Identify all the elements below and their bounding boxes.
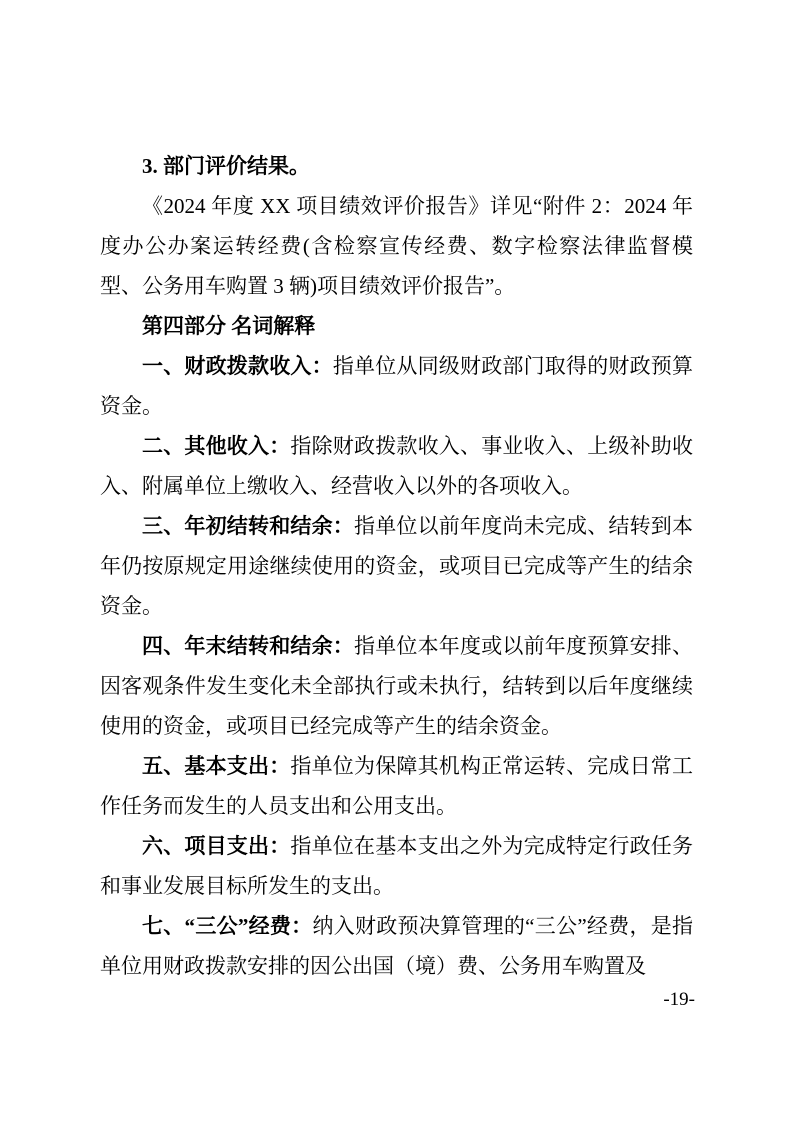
term-paragraph [100,506,693,626]
term-paragraph [100,746,693,826]
term-lead: 二、其他收入： [142,434,291,458]
term-text: 指除财政拨款收入、事业收入、上级补助收入、附属单位上缴收入、经营收入以外的各项收入。 [100,434,694,498]
term-lead: 三、年初结转和结余： [142,514,354,538]
term-text: 指单位从同级财政部门取得的财政预算资金。 [100,354,694,418]
section-heading-evaluation-result: 3. 部门评价结果。 [142,154,310,178]
term-paragraph [100,826,693,906]
term-lead: 七、“三公”经费： [142,914,313,938]
term-text: 指单位以前年度尚未完成、结转到本年仍按原规定用途继续使用的资金，或项目已完成等产生的结余资金。 [100,514,693,618]
term-lead: 四、年末结转和结余： [142,634,354,658]
term-paragraph [100,346,693,426]
term-paragraph [100,426,693,506]
paragraph-report-reference [100,186,693,306]
paragraph-text: 《2024 年度 XX 项目绩效评价报告》详见“附件 2：2024 年度办公办案运转经费(含检察宣传经费、数字检察法律监督模型、公务用车购置 3 辆)项目绩效评价报告”。 [100,194,693,298]
page-number: -19- [663,989,695,1010]
term-lead: 一、财政拨款收入： [142,354,333,378]
term-text: 指单位在基本支出之外为完成特定行政任务和事业发展目标所发生的支出。 [100,834,694,898]
term-lead: 六、项目支出： [142,834,291,858]
term-lead: 五、基本支出： [142,754,291,778]
term-paragraph [100,906,693,986]
term-text: 指单位本年度或以前年度预算安排、因客观条件发生变化未全部执行或未执行，结转到以后年度继续使用的资金，或项目已经完成等产生的结余资金。 [100,634,693,738]
section-heading-part-four: 第四部分 名词解释 [142,314,316,338]
term-text: 指单位为保障其机构正常运转、完成日常工作任务而发生的人员支出和公用支出。 [100,754,694,818]
term-paragraph [100,626,693,746]
term-text: 纳入财政预决算管理的“三公”经费，是指单位用财政拨款安排的因公出国（境）费、公务用车购置及 [100,914,693,978]
